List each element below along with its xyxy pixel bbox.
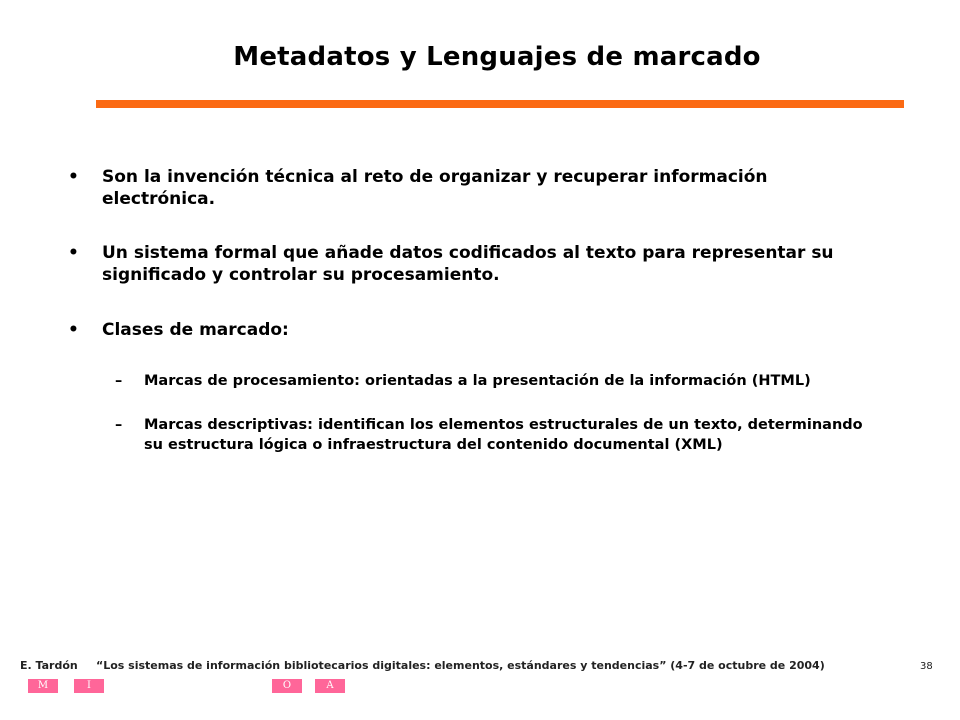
- bullet-text: Un sistema formal que añade datos codificados al texto para representar su significado y controlar su procesamiento.: [102, 243, 834, 285]
- title-underline: [96, 100, 904, 108]
- bullet-dot-icon: •: [68, 243, 79, 263]
- bullet-dot-icon: •: [68, 167, 79, 187]
- bullet-item: [68, 166, 862, 210]
- sub-bullet-dash-icon: –: [115, 373, 123, 389]
- bullet-item: [68, 319, 862, 341]
- sub-bullet-dash-icon: –: [115, 417, 123, 433]
- slide-title: Metadatos y Lenguajes de marcado: [233, 42, 761, 72]
- nav-a-button[interactable]: A: [315, 679, 345, 693]
- footer-title: “Los sistemas de información bibliotecarios digitales: elementos, estándares y tendencias” (4-7 de octubre de 2004): [96, 659, 825, 672]
- sub-bullet-text: Marcas de procesamiento: orientadas a la presentación de la información (HTML): [144, 373, 811, 389]
- sub-bullet-item: [115, 415, 864, 455]
- bullet-text: Son la invención técnica al reto de organizar y recuperar información electrónica.: [102, 167, 768, 209]
- page-number: 38: [920, 661, 933, 672]
- nav-o-button[interactable]: O: [272, 679, 302, 693]
- sub-bullet-item: [115, 371, 864, 391]
- bullet-text: Clases de marcado:: [102, 320, 289, 340]
- bullet-dot-icon: •: [68, 320, 79, 340]
- sub-bullet-text: Marcas descriptivas: identifican los elementos estructurales de un texto, determinando su estructura lógica o infraestructura del contenido documental (XML): [144, 417, 863, 453]
- footer-author: E. Tardón: [20, 659, 78, 672]
- nav-i-button[interactable]: I: [74, 679, 104, 693]
- bullet-item: [68, 242, 862, 286]
- nav-m-button[interactable]: M: [28, 679, 58, 693]
